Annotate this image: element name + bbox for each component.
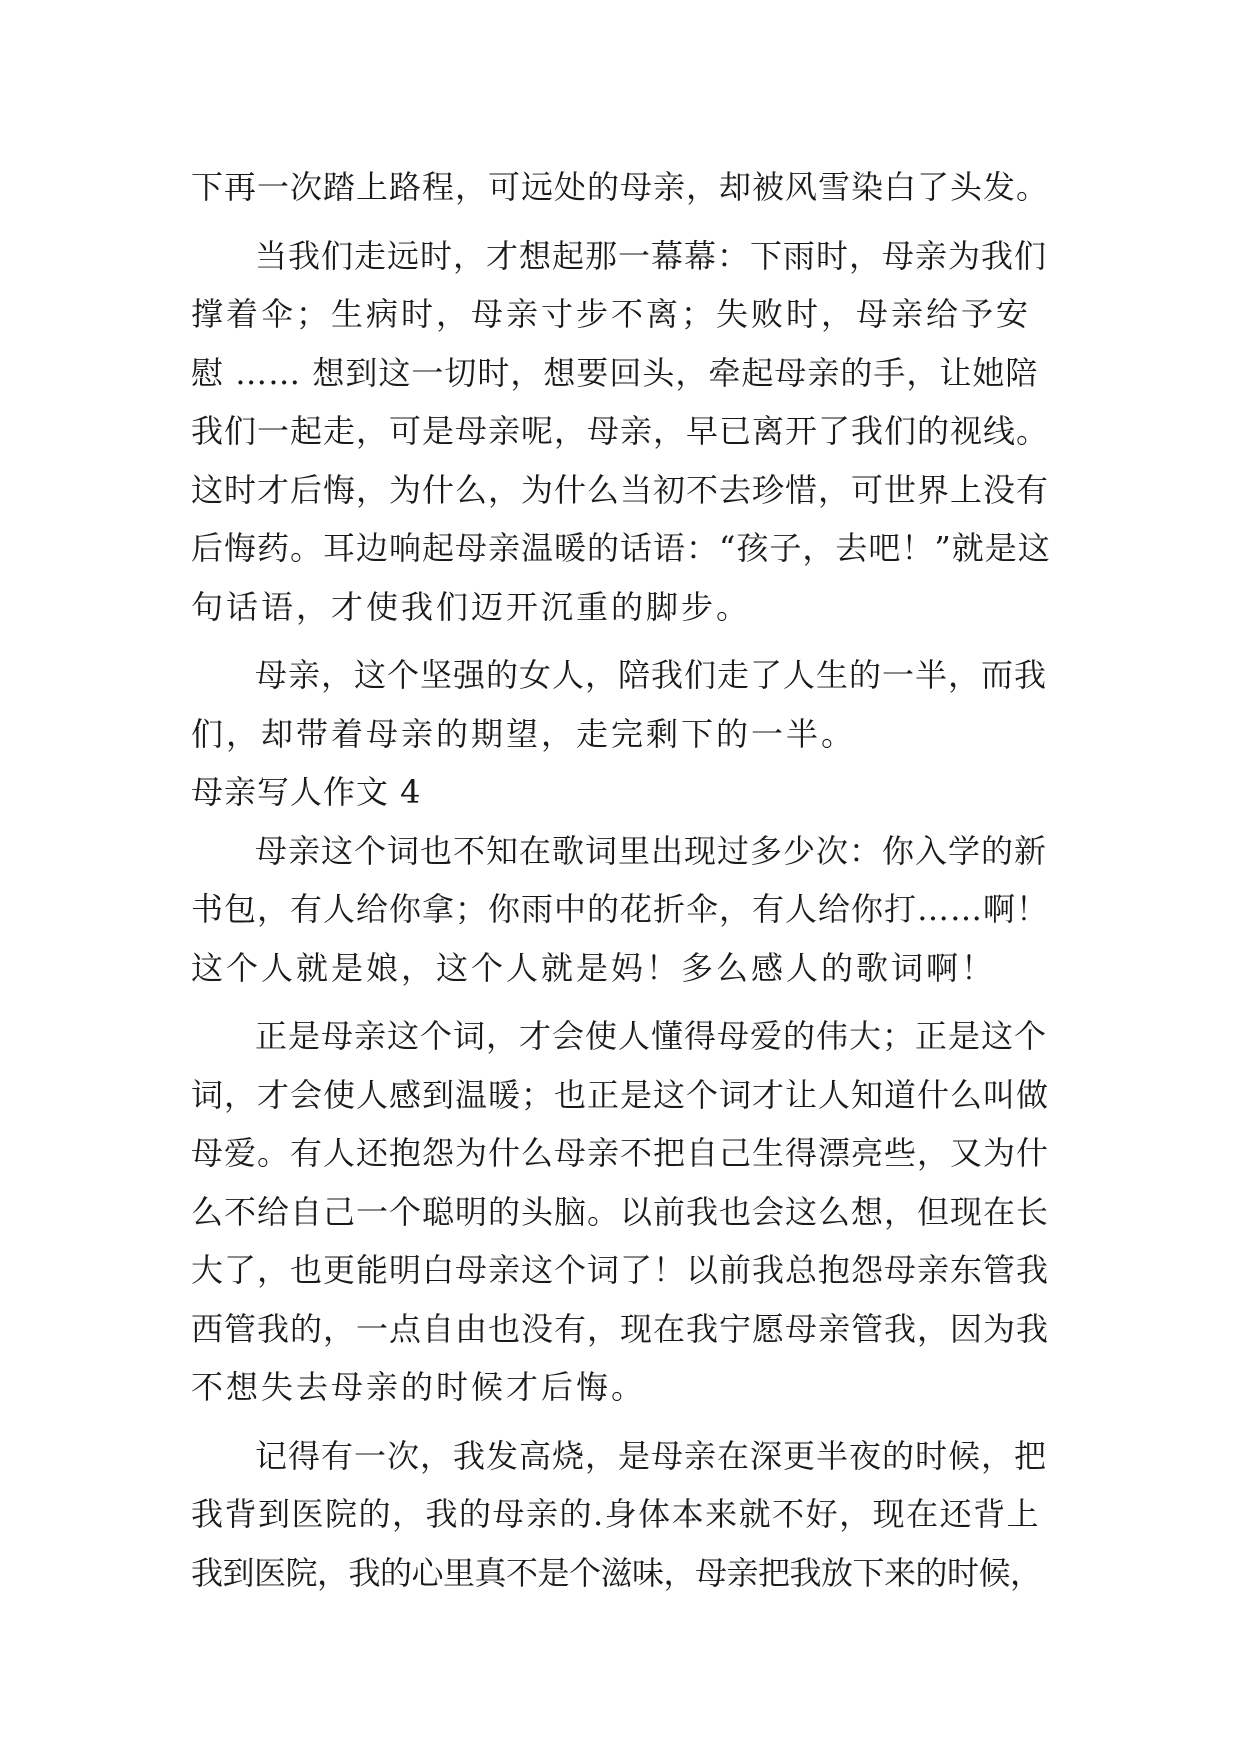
text-line: 西管我的，一点自由也没有，现在我宁愿母亲管我，因为我 [191, 1309, 1050, 1348]
text-line: 不想失去母亲的时候才后悔。 [191, 1368, 647, 1406]
text-line: 下再一次踏上路程，可远处的母亲，却被风雪染白了头发。 [191, 168, 1050, 206]
text-line: 句话语，才使我们迈开沉重的脚步。 [191, 587, 752, 626]
text-line: 大了，也更能明白母亲这个词了！以前我总抱怨母亲东管我 [191, 1251, 1050, 1289]
text-line: 词，才会使人感到温暖；也正是这个词才让人知道什么叫做 [191, 1075, 1050, 1114]
text-line: 后悔药。耳边响起母亲温暖的话语：“孩子，去吧！”就是这 [191, 529, 1051, 567]
text-line: 撑着伞；生病时，母亲寸步不离；失败时，母亲给予安 [191, 295, 1032, 333]
text-line: 我们一起走，可是母亲呢，母亲，早已离开了我们的视线。 [191, 412, 1050, 450]
text-line: 我到医院，我的心里真不是个滋味，母亲把我放下来的时候， [191, 1553, 1042, 1592]
text-line: 这个人就是娘，这个人就是妈！多么感人的歌词啊！ [191, 948, 997, 987]
text-line: 慰 …… 想到这一切时，想要回头，牵起母亲的手，让她陪 [191, 353, 1039, 392]
text-line: 么不给自己一个聪明的头脑。以前我也会这么想，但现在长 [191, 1192, 1050, 1231]
text-line: 书包，有人给你拿；你雨中的花折伞，有人给你打……啊！ [191, 890, 1050, 928]
text-line: 母亲，这个坚强的女人，陪我们走了人生的一半，而我 [255, 656, 1048, 694]
text-line: 母爱。有人还抱怨为什么母亲不把自己生得漂亮些，又为什 [191, 1134, 1050, 1172]
text-line: 正是母亲这个词，才会使人懂得母爱的伟大；正是这个 [255, 1017, 1048, 1055]
text-line: 们，却带着母亲的期望，走完剩下的一半。 [191, 714, 857, 753]
text-line: 母亲这个词也不知在歌词里出现过多少次：你入学的新 [255, 831, 1048, 870]
essay-body [191, 158, 1051, 1602]
text-line: 当我们走远时，才想起那一幕幕：下雨时，母亲为我们 [255, 236, 1048, 275]
text-line: 记得有一次，我发高烧，是母亲在深更半夜的时候，把 [255, 1436, 1048, 1475]
text-line: 我背到医院的，我的母亲的.身体本来就不好，现在还背上 [191, 1495, 1041, 1533]
section-heading: 母亲写人作文 4 [191, 773, 422, 811]
text-line: 这时才后悔，为什么，为什么当初不去珍惜，可世界上没有 [191, 470, 1050, 509]
